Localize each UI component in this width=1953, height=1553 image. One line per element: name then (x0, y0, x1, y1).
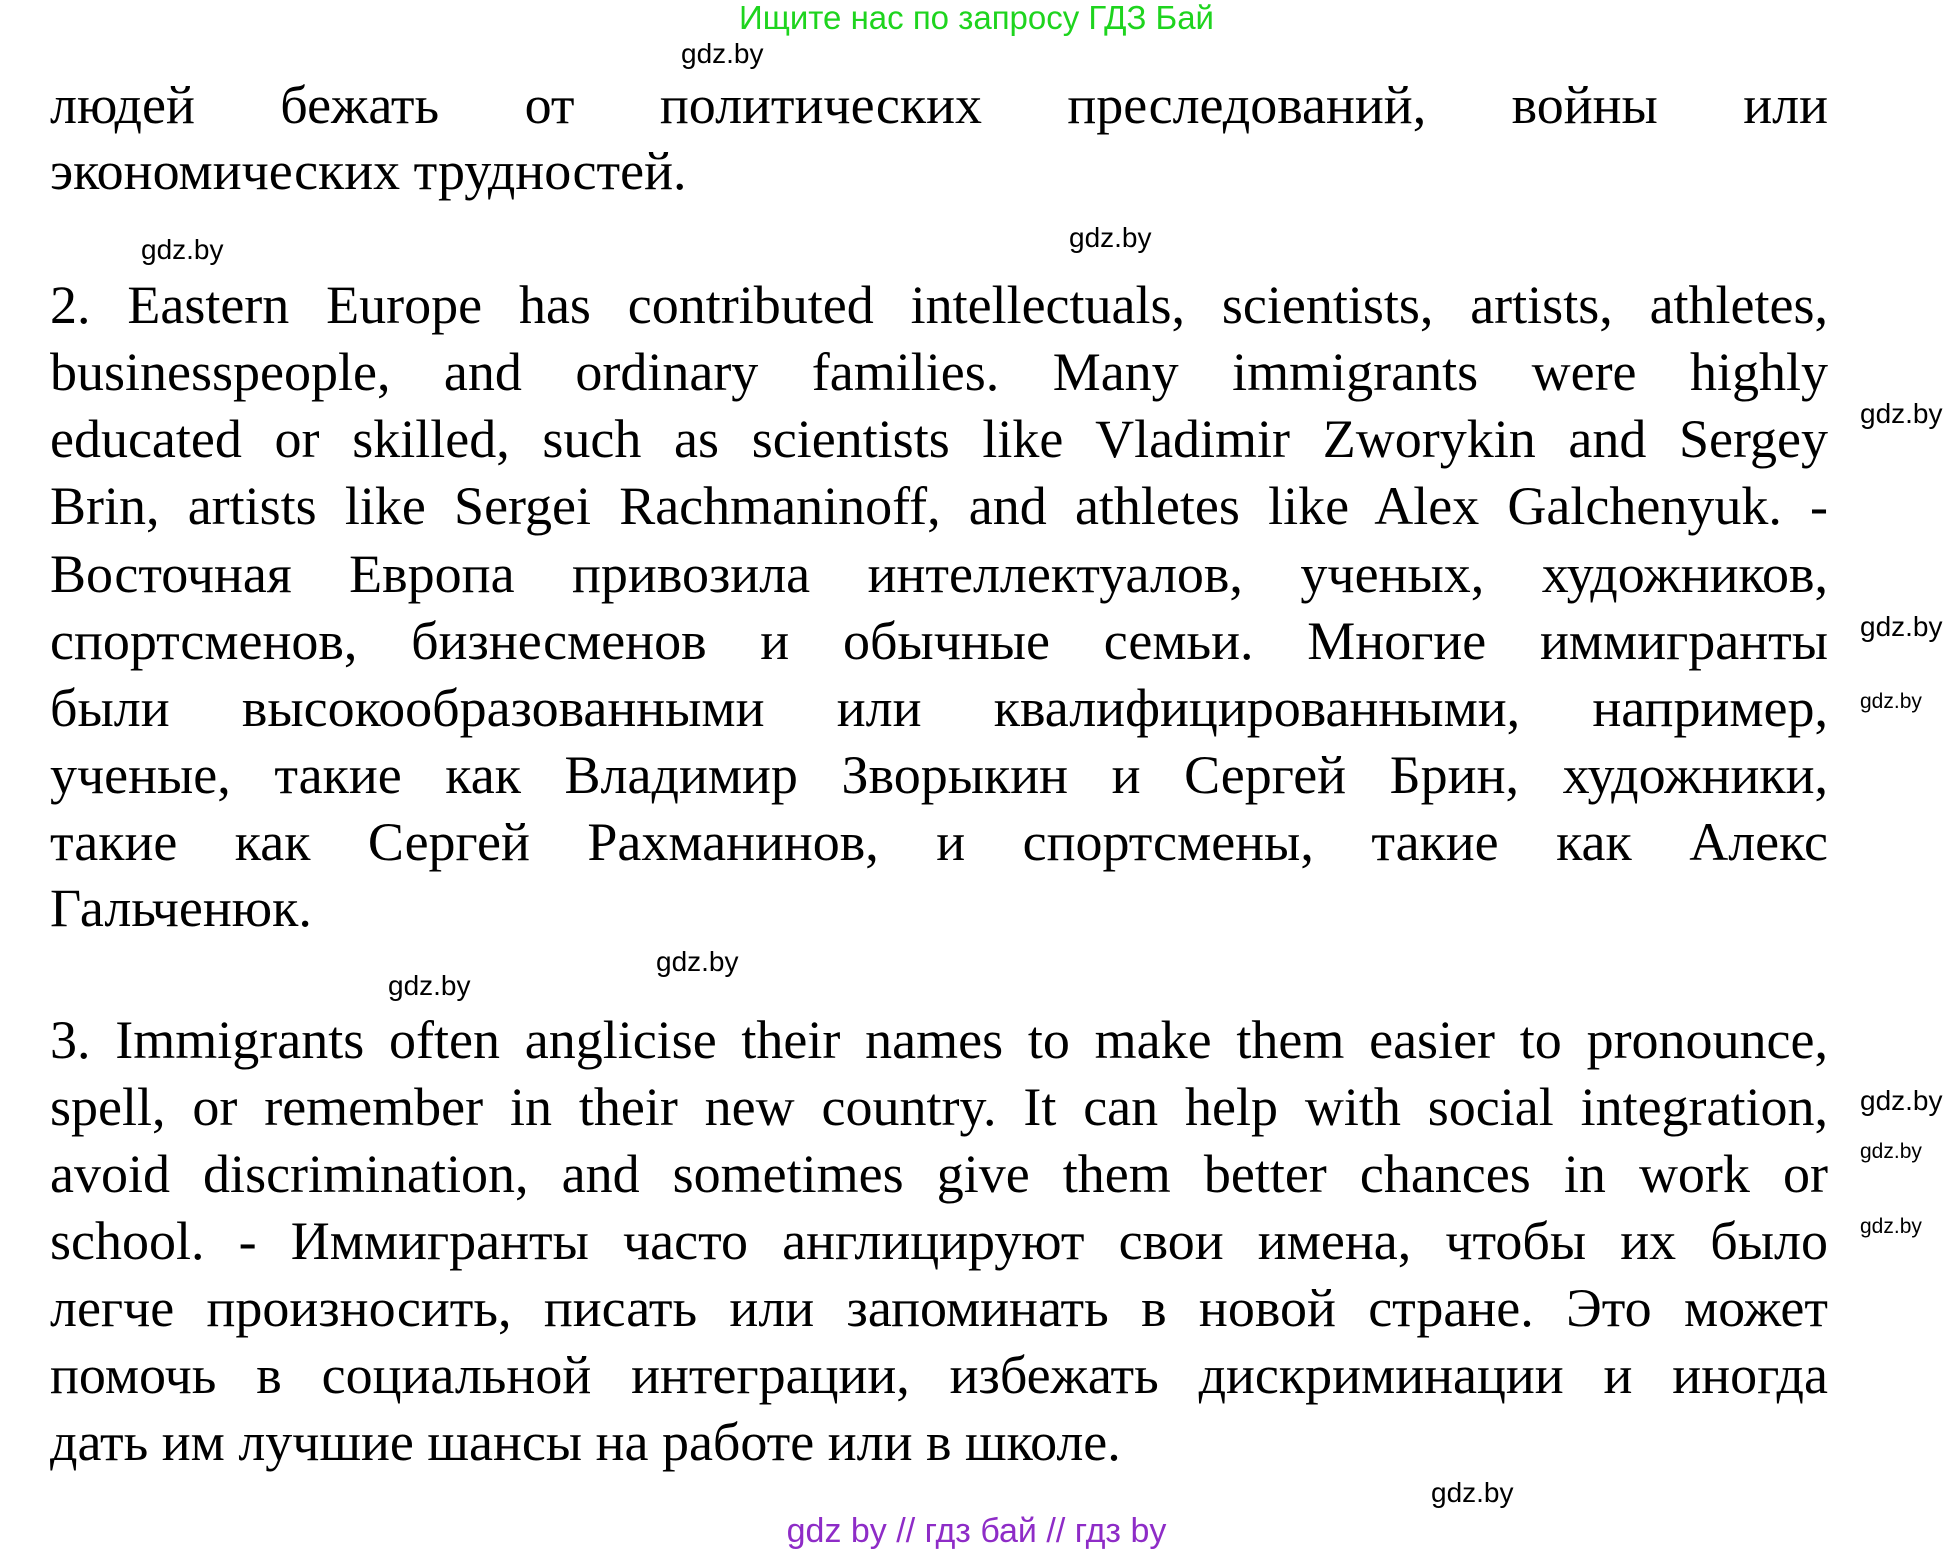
watermark: gdz.by (1860, 690, 1922, 713)
watermark: gdz.by (1860, 1215, 1922, 1238)
text-line: ученые, такие как Владимир Зворыкин и Сергей Брин, художники, (50, 745, 1828, 805)
text-line: businesspeople, and ordinary families. Many immigrants were highly (50, 342, 1828, 402)
watermark: gdz.by (141, 234, 224, 265)
text-line: были высокообразованными или квалифицированными, например, (50, 678, 1828, 738)
watermark: gdz.by (1431, 1477, 1514, 1508)
text-line: дать им лучшие шансы на работе или в школе. (50, 1412, 1121, 1472)
watermark: gdz.by (656, 946, 739, 977)
watermark: gdz.by (1860, 1140, 1922, 1163)
text-line: спортсменов, бизнесменов и обычные семьи. Многие иммигранты (50, 611, 1828, 671)
text-line: людей бежать от политических преследований, войны или (50, 75, 1828, 135)
text-line: avoid discrimination, and sometimes give them better chances in work or (50, 1144, 1828, 1204)
text-line: легче произносить, писать или запоминать в новой стране. Это может (50, 1278, 1828, 1338)
watermark: gdz.by (681, 38, 764, 69)
text-line: помочь в социальной интеграции, избежать дискриминации и иногда (50, 1345, 1828, 1405)
watermark: gdz.by (388, 970, 471, 1001)
text-line: Brin, artists like Sergei Rachmaninoff, and athletes like Alex Galchenyuk. - (50, 476, 1828, 536)
text-line: такие как Сергей Рахманинов, и спортсмены, такие как Алекс (50, 812, 1828, 872)
text-line: экономических трудностей. (50, 141, 687, 201)
watermark: gdz.by (1860, 611, 1943, 642)
text-line: spell, or remember in their new country. It can help with social integration, (50, 1077, 1828, 1137)
text-line: educated or skilled, such as scientists like Vladimir Zworykin and Sergey (50, 409, 1828, 469)
footer-banner: gdz by // гдз бай // гдз by (786, 1512, 1167, 1550)
search-banner: Ищите нас по запросу ГДЗ Бай (739, 0, 1214, 36)
text-line: Восточная Европа привозила интеллектуалов, ученых, художников, (50, 544, 1828, 604)
watermark: gdz.by (1860, 398, 1943, 429)
text-line: school. - Иммигранты часто англицируют свои имена, чтобы их было (50, 1211, 1828, 1271)
text-line: 2. Eastern Europe has contributed intellectuals, scientists, artists, athletes, (50, 275, 1828, 335)
watermark: gdz.by (1860, 1085, 1943, 1116)
text-line: 3. Immigrants often anglicise their names to make them easier to pronounce, (50, 1010, 1828, 1070)
text-line: Гальченюк. (50, 878, 312, 938)
watermark: gdz.by (1069, 222, 1152, 253)
